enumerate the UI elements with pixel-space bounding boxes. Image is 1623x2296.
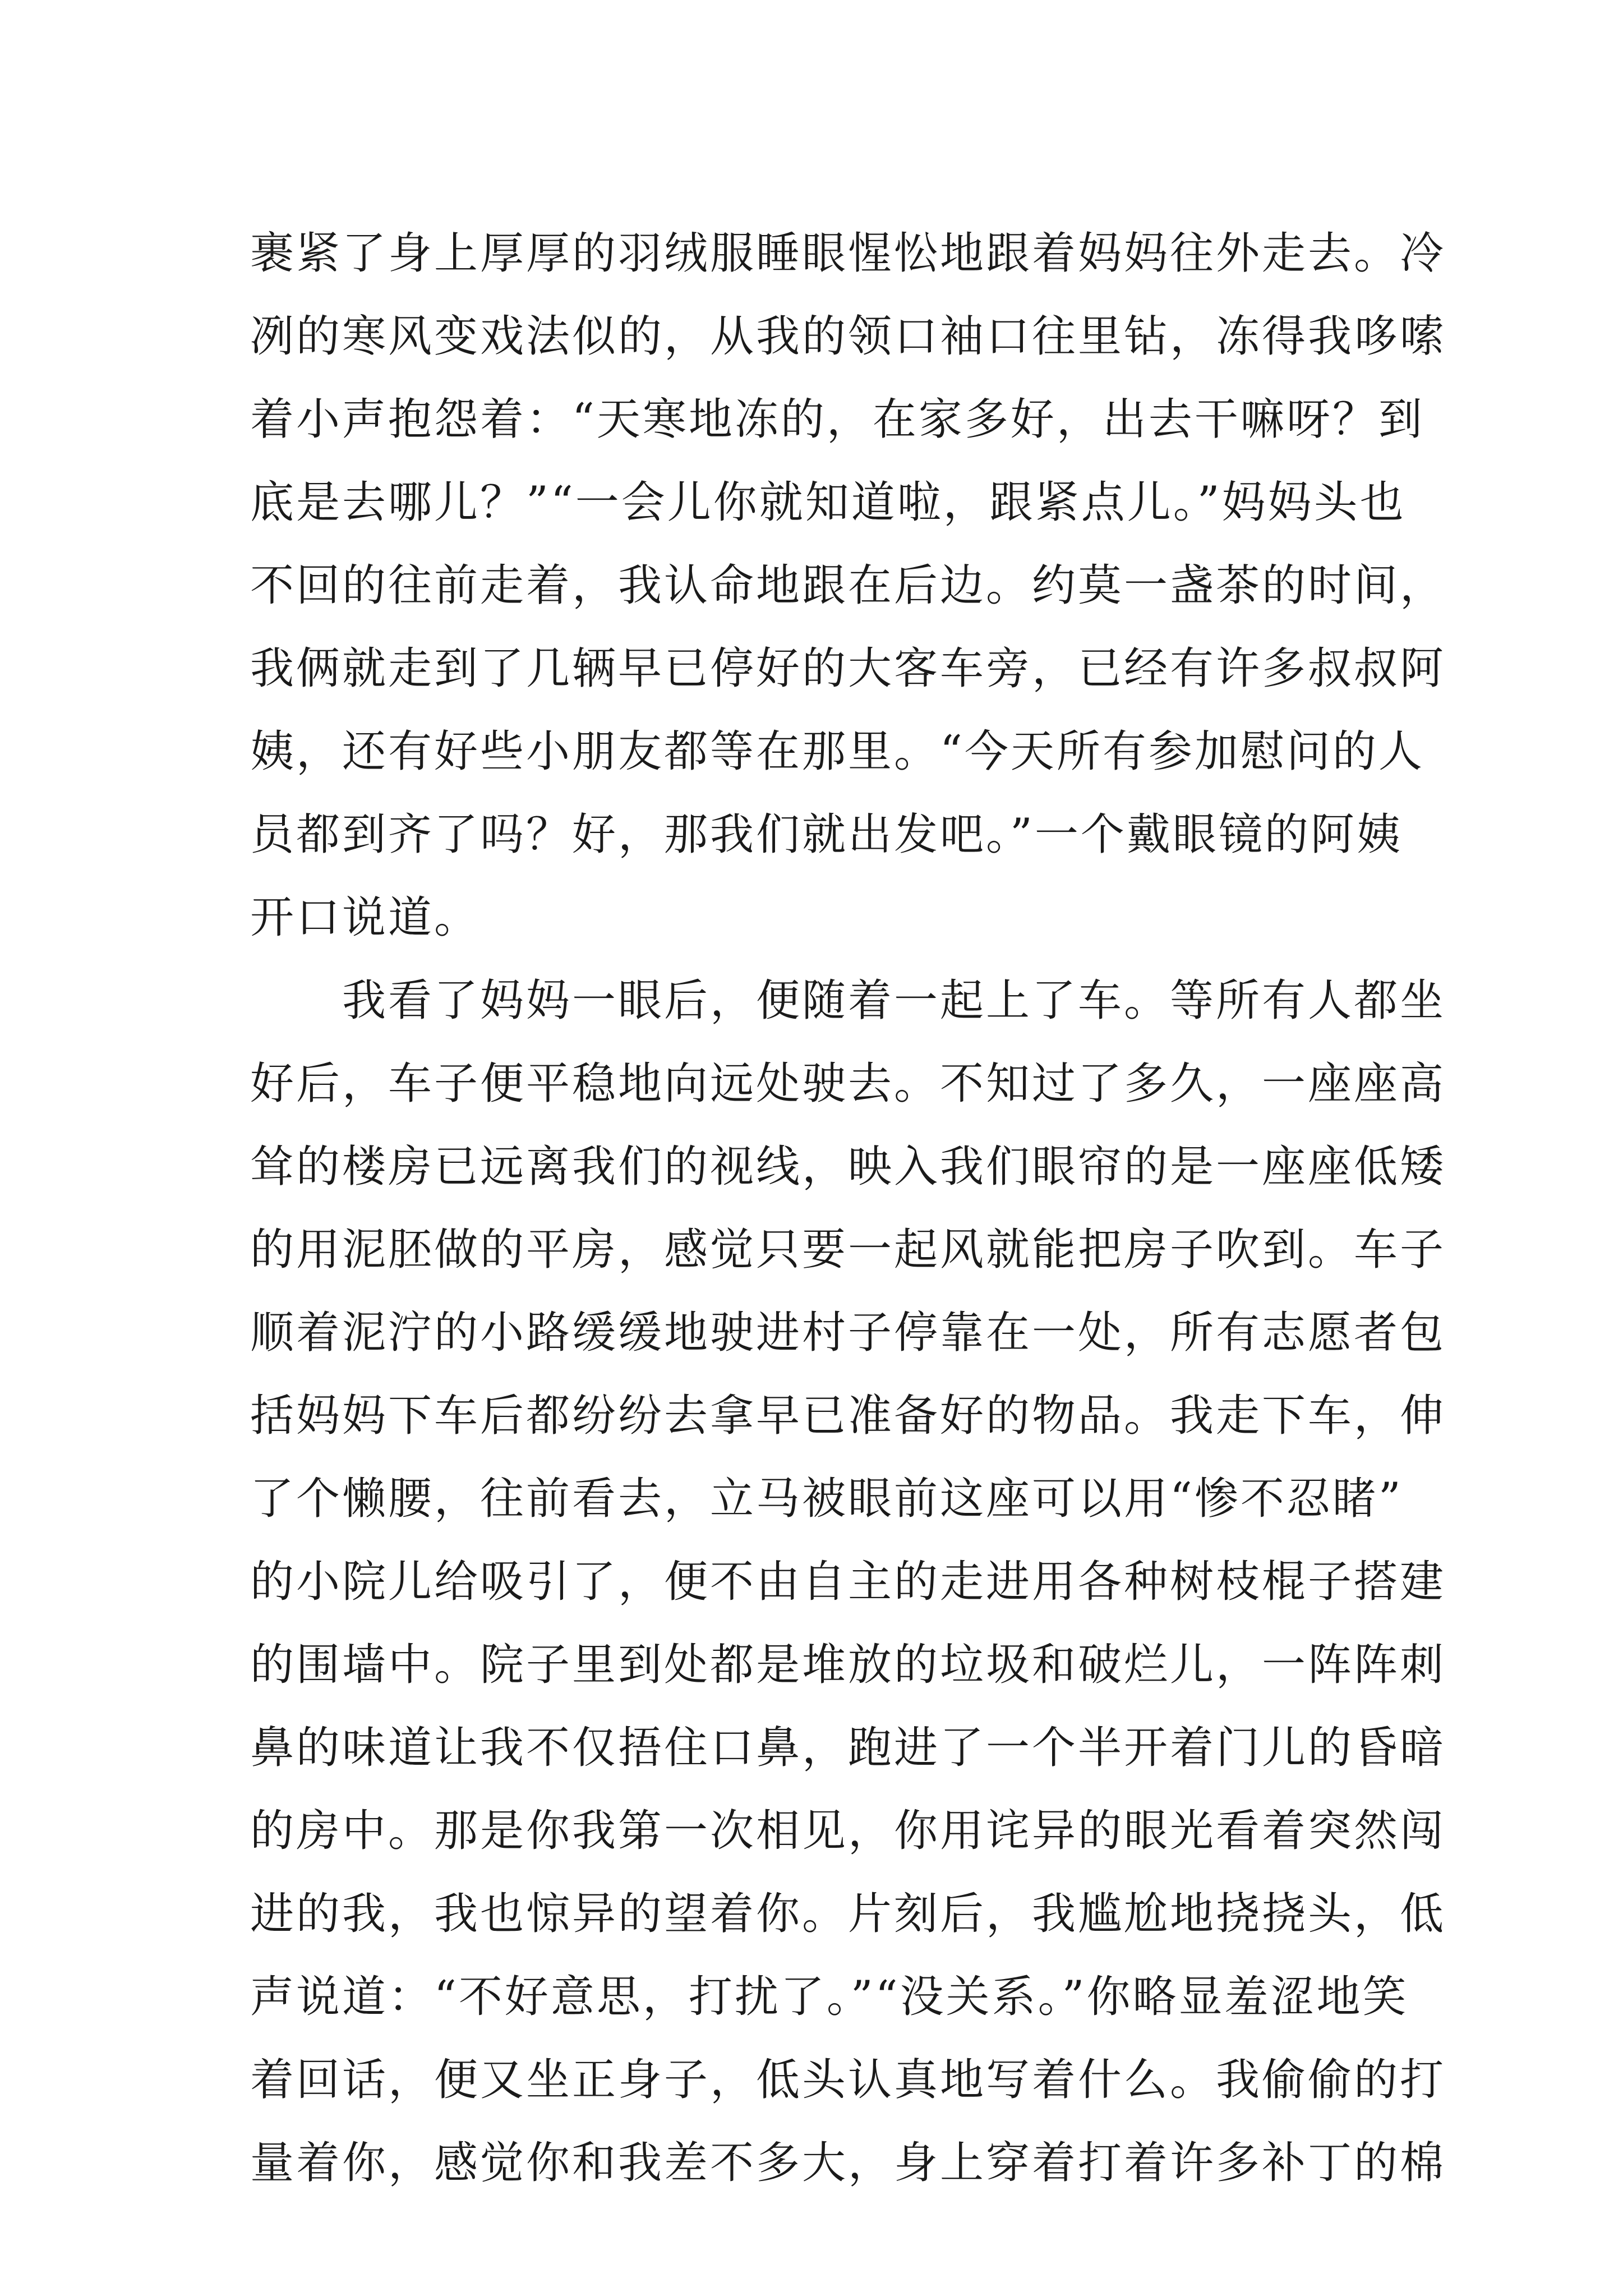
text-line: 进的我，我也惊异的望着你。片刻后，我尴尬地挠挠头，低 (250, 1889, 1446, 1939)
paragraph-2 (250, 959, 1446, 2205)
text-line: 的房中。那是你我第一次相见，你用诧异的眼光看着突然闯 (250, 1806, 1446, 1856)
text-line: 姨，还有好些小朋友都等在那里。“今天所有参加慰问的人 (250, 726, 1424, 777)
text-line: 顺着泥泞的小路缓缓地驶进村子停靠在一处，所有志愿者包 (250, 1308, 1446, 1358)
text-line: 括妈妈下车后都纷纷去拿早已准备好的物品。我走下车，伸 (250, 1391, 1446, 1441)
text-line: 了个懒腰，往前看去，立马被眼前这座可以用“惨不忍睹” (250, 1474, 1403, 1524)
body-text (250, 212, 1446, 2205)
text-line: 的用泥胚做的平房，感觉只要一起风就能把房子吹到。车子 (250, 1225, 1446, 1275)
text-line: 鼻的味道让我不仅捂住口鼻，跑进了一个半开着门儿的昏暗 (250, 1723, 1446, 1773)
text-line: 耸的楼房已远离我们的视线，映入我们眼帘的是一座座低矮 (250, 1142, 1446, 1192)
text-line: 着小声抱怨着：“天寒地冻的，在家多好，出去干嘛呀？到 (250, 394, 1424, 445)
text-line: 开口说道。 (250, 892, 481, 943)
text-line: 量着你，感觉你和我差不多大，身上穿着打着许多补丁的棉 (250, 2138, 1446, 2188)
text-line: 裹紧了身上厚厚的羽绒服睡眼惺忪地跟着妈妈往外走去。冷 (250, 228, 1446, 279)
text-line: 我俩就走到了几辆早已停好的大客车旁，已经有许多叔叔阿 (250, 643, 1446, 694)
text-line: 不回的往前走着，我认命地跟在后边。约莫一盏茶的时间， (250, 560, 1446, 611)
text-line: 的围墙中。院子里到处都是堆放的垃圾和破烂儿，一阵阵刺 (250, 1640, 1446, 1690)
text-line: 我看了妈妈一眼后，便随着一起上了车。等所有人都坐 (342, 976, 1446, 1026)
text-line: 员都到齐了吗？好，那我们就出发吧。”一个戴眼镜的阿姨 (250, 809, 1403, 860)
text-line: 冽的寒风变戏法似的，从我的领口袖口往里钻，冻得我哆嗦 (250, 311, 1446, 362)
paragraph-1 (250, 212, 1446, 959)
text-line: 着回话，便又坐正身子，低头认真地写着什么。我偷偷的打 (250, 2055, 1446, 2105)
text-line: 底是去哪儿？”“一会儿你就知道啦，跟紧点儿。”妈妈头也 (250, 477, 1406, 528)
text-line: 的小院儿给吸引了，便不由自主的走进用各种树枝棍子搭建 (250, 1557, 1446, 1607)
text-line: 好后，车子便平稳地向远处驶去。不知过了多久，一座座高 (250, 1059, 1446, 1109)
text-line: 声说道：“不好意思，打扰了。”“没关系。”你略显羞涩地笑 (250, 1972, 1409, 2022)
